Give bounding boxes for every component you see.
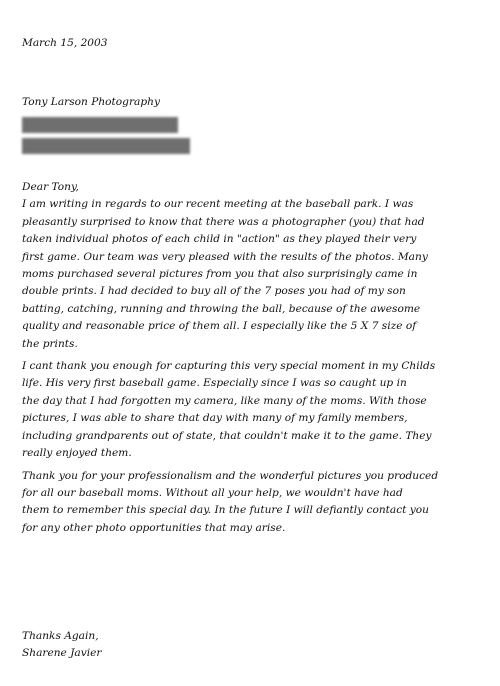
paragraph-line: the day that I had forgotten my camera, like many of the moms. With those xyxy=(22,394,427,407)
paragraph-line: pleasantly surprised to know that there was a photographer (you) that had xyxy=(22,215,425,228)
paragraph-line: Thank you for your professionalism and the wonderful pictures you produced xyxy=(22,469,439,482)
salutation: Dear Tony, xyxy=(22,181,79,193)
paragraph-line: batting, catching, running and throwing the ball, because of the awesome xyxy=(22,302,421,315)
paragraph-line: I cant thank you enough for capturing this very special moment in my Childs xyxy=(22,360,436,373)
paragraph-line: for any other photo opportunities that may arise. xyxy=(22,521,286,534)
paragraph-line: life. His very first baseball game. Especially since I was so caught up in xyxy=(22,377,407,390)
paragraph-1 xyxy=(22,196,490,353)
paragraph-line: double prints. I had decided to buy all of the 7 poses you had of my son xyxy=(22,285,406,298)
redacted-address-line-2 xyxy=(22,138,190,154)
paragraph-line: taken individual photos of each child in "action" as they played their very xyxy=(22,233,417,246)
paragraph-line: for all our baseball moms. Without all your help, we wouldn't have had xyxy=(22,486,403,499)
paragraph-3 xyxy=(22,468,490,538)
paragraph-line: moms purchased several pictures from you that also surprisingly came in xyxy=(22,268,418,281)
recipient-name: Tony Larson Photography xyxy=(22,96,160,108)
paragraph-line: them to remember this special day. In the future I will defiantly contact you xyxy=(22,504,429,517)
letter-date: March 15, 2003 xyxy=(22,37,108,49)
paragraph-line: including grandparents out of state, that couldn't make it to the game. They xyxy=(22,429,432,442)
paragraph-line: I am writing in regards to our recent meeting at the baseball park. I was xyxy=(22,198,414,211)
paragraph-2 xyxy=(22,358,490,462)
redacted-address-line-1 xyxy=(22,117,178,133)
paragraph-line: quality and reasonable price of them all. I especially like the 5 X 7 size of xyxy=(22,320,417,333)
paragraph-line: pictures, I was able to share that day with many of my family members, xyxy=(22,412,408,425)
paragraph-line: really enjoyed them. xyxy=(22,447,132,460)
paragraph-line: first game. Our team was very pleased with the results of the photos. Many xyxy=(22,250,428,263)
signature-name: Sharene Javier xyxy=(22,647,102,660)
letter-body xyxy=(22,179,490,542)
closing-phrase: Thanks Again, xyxy=(22,630,99,642)
letter-closing xyxy=(22,628,101,663)
paragraph-line: the prints. xyxy=(22,337,78,350)
